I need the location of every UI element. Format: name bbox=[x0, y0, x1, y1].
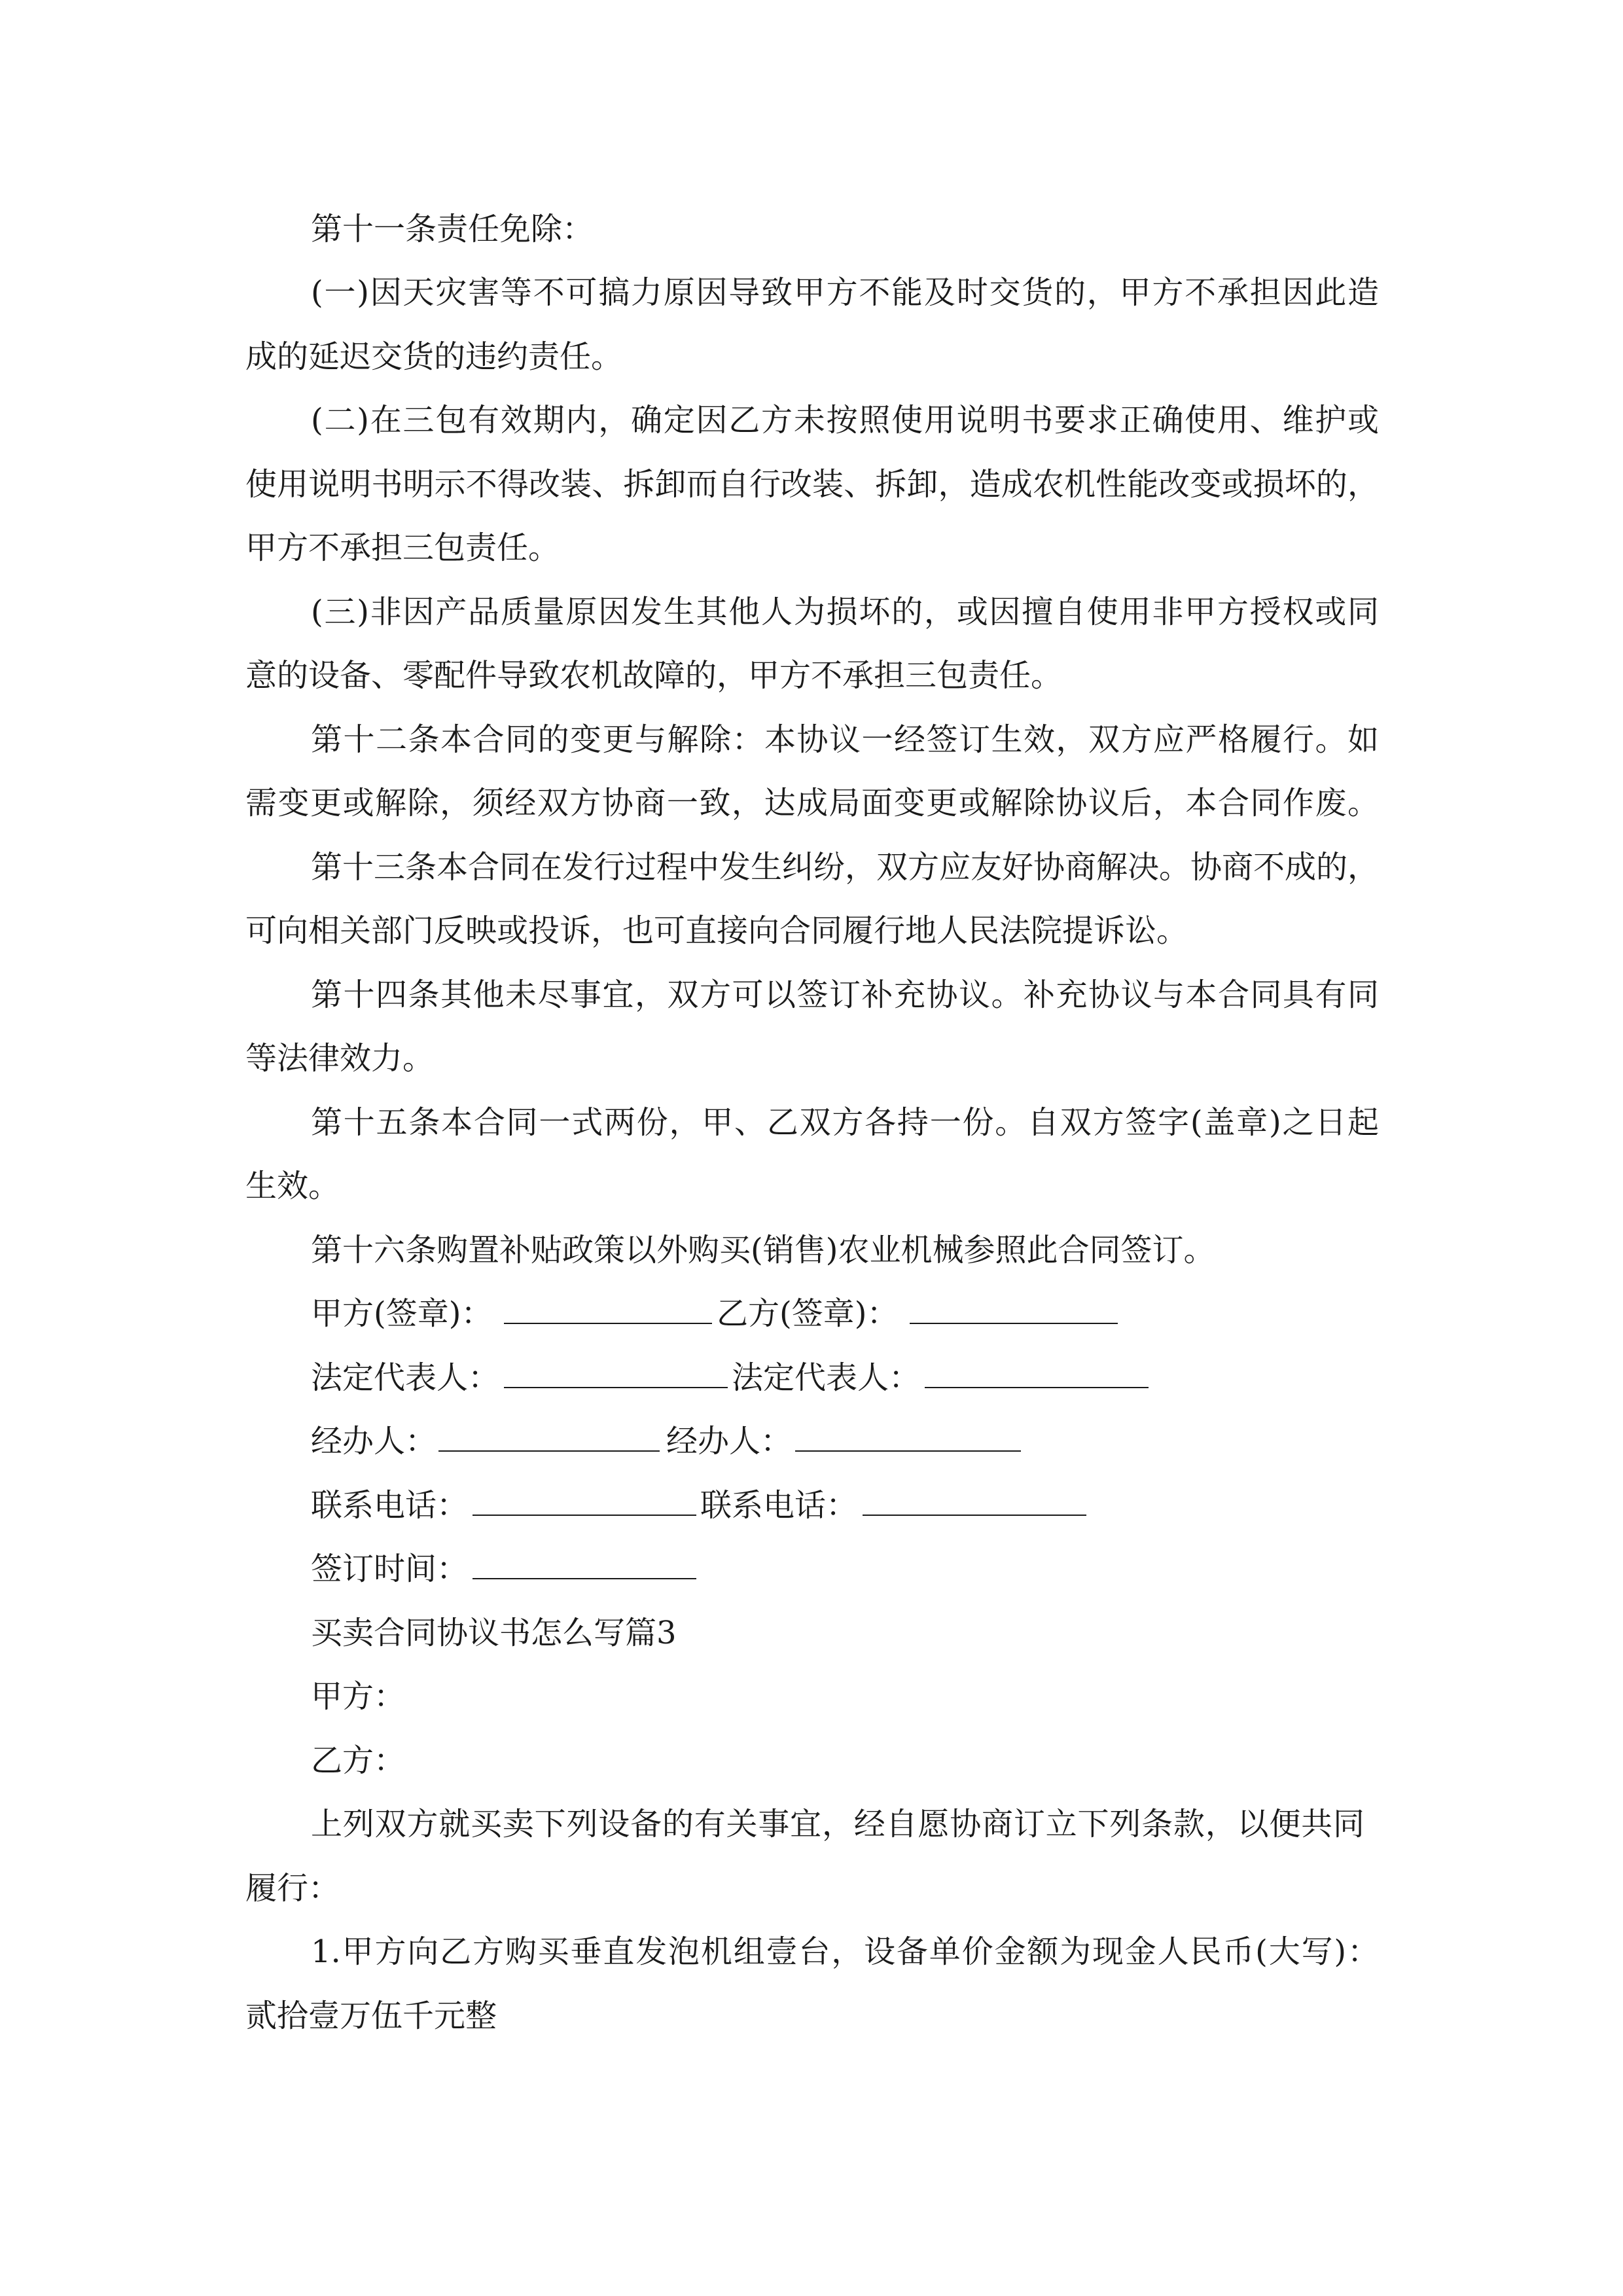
clause-15-line-1: 第十五条本合同一式两份，甲、乙双方各持一份。自双方签字(盖章)之日起 bbox=[311, 1104, 1379, 1141]
phone-b-label: 联系电话： bbox=[700, 1487, 858, 1524]
clause-11-item-3-line-2: 意的设备、零配件导致农机故障的，甲方不承担三包责任。 bbox=[245, 657, 1063, 694]
phone-a-label: 联系电话： bbox=[311, 1487, 469, 1524]
clause-14-line-2: 等法律效力。 bbox=[245, 1040, 435, 1077]
clause-16: 第十六条购置补贴政策以外购买(销售)农业机械参照此合同签订。 bbox=[311, 1232, 1215, 1268]
section-3-party-b: 乙方： bbox=[311, 1742, 406, 1779]
legal-rep-b-label: 法定代表人： bbox=[732, 1359, 921, 1396]
clause-12-line-1: 第十二条本合同的变更与解除：本协议一经签订生效，双方应严格履行。如 bbox=[311, 721, 1379, 758]
phone-b-blank[interactable] bbox=[863, 1490, 1086, 1516]
handler-a-blank[interactable] bbox=[438, 1426, 660, 1452]
section-3-intro-line-2: 履行： bbox=[245, 1870, 340, 1907]
section-3-title: 买卖合同协议书怎么写篇3 bbox=[311, 1615, 677, 1651]
clause-12-line-2: 需变更或解除，须经双方协商一致，达成局面变更或解除协议后，本合同作废。 bbox=[245, 785, 1379, 821]
party-b-seal-label: 乙方(签章)： bbox=[717, 1295, 899, 1332]
clause-11-item-3-line-1: (三)非因产品质量原因发生其他人为损坏的，或因擅自使用非甲方授权或同 bbox=[311, 594, 1379, 630]
party-a-seal-label: 甲方(签章)： bbox=[311, 1295, 493, 1332]
clause-11-item-2-line-1: (二)在三包有效期内，确定因乙方未按照使用说明书要求正确使用、维护或 bbox=[311, 402, 1379, 439]
clause-13-line-1: 第十三条本合同在发行过程中发生纠纷，双方应友好协商解决。协商不成的， bbox=[311, 849, 1380, 886]
clause-11-item-2-line-2: 使用说明书明示不得改装、拆卸而自行改装、拆卸，造成农机性能改变或损坏的， bbox=[245, 466, 1379, 503]
party-b-seal-blank[interactable] bbox=[910, 1298, 1118, 1324]
phone-a-blank[interactable] bbox=[473, 1490, 696, 1516]
section-3-party-a: 甲方： bbox=[311, 1678, 406, 1715]
legal-rep-b-blank[interactable] bbox=[925, 1362, 1149, 1388]
clause-11-item-1-line-1: (一)因天灾害等不可搞力原因导致甲方不能及时交货的，甲方不承担因此造 bbox=[311, 274, 1379, 311]
clause-11-item-1-line-2: 成的延迟交货的违约责任。 bbox=[245, 338, 623, 375]
clause-11-heading: 第十一条责任免除： bbox=[311, 211, 594, 247]
section-3-item-1-line-2: 贰拾壹万伍千元整 bbox=[245, 1998, 497, 2034]
sign-date-blank[interactable] bbox=[473, 1553, 696, 1579]
handler-b-label: 经办人： bbox=[666, 1423, 793, 1460]
sign-date-label: 签订时间： bbox=[311, 1551, 469, 1587]
clause-13-line-2: 可向相关部门反映或投诉，也可直接向合同履行地人民法院提诉讼。 bbox=[245, 912, 1188, 949]
handler-a-label: 经办人： bbox=[311, 1423, 437, 1460]
section-3-intro-line-1: 上列双方就买卖下列设备的有关事宜，经自愿协商订立下列条款，以便共同 bbox=[311, 1806, 1364, 1842]
clause-14-line-1: 第十四条其他未尽事宜，双方可以签订补充协议。补充协议与本合同具有同 bbox=[311, 977, 1379, 1013]
handler-b-blank[interactable] bbox=[795, 1426, 1021, 1452]
legal-rep-a-label: 法定代表人： bbox=[311, 1359, 500, 1396]
clause-15-line-2: 生效。 bbox=[245, 1168, 340, 1204]
clause-11-item-2-line-3: 甲方不承担三包责任。 bbox=[245, 529, 560, 566]
legal-rep-a-blank[interactable] bbox=[504, 1362, 728, 1388]
party-a-seal-blank[interactable] bbox=[504, 1298, 712, 1324]
section-3-item-1-line-1: 1.甲方向乙方购买垂直发泡机组壹台，设备单价金额为现金人民币(大写)： bbox=[311, 1933, 1379, 1970]
